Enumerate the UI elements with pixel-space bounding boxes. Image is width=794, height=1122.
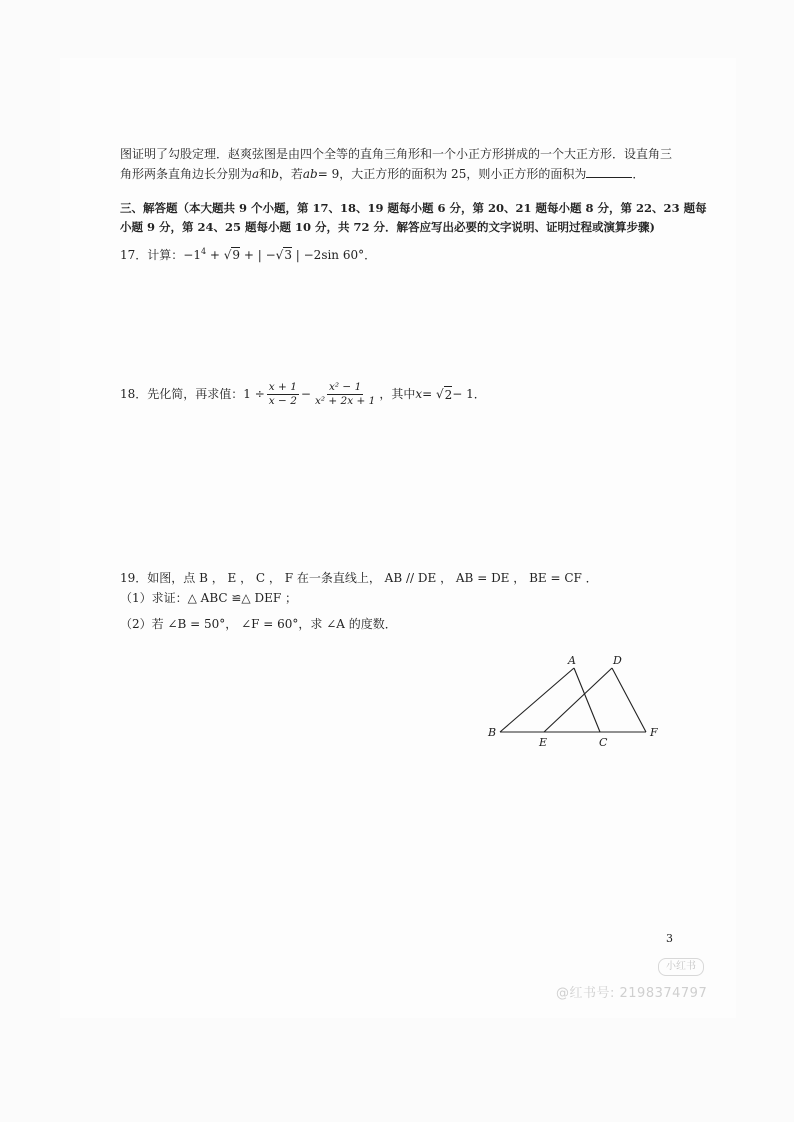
question-19-part-2: （2）若 ∠B = 50°， ∠F = 60°，求 ∠A 的度数． bbox=[120, 617, 397, 631]
fraction-2: $\frac{\text{x² − 1}}{\text{x² + 2x + 1}}$ bbox=[314, 380, 376, 407]
intro-line-2: 角形两条直角边长分别为a和b，若ab= 9，大正方形的面积为 25，则小正方形的面积为 ． bbox=[120, 167, 645, 181]
segment-ab bbox=[500, 668, 574, 732]
watermark-text: @红书号: 2198374797 bbox=[556, 986, 708, 1001]
label-c: C bbox=[599, 736, 608, 749]
section-heading-line-1: 三、解答题（本大题共 9 个小题，第 17、18、19 题每小题 6 分，第 20、21 题每小题 8 分，第 22、23 题每 bbox=[120, 201, 707, 215]
answer-blank[interactable] bbox=[586, 165, 632, 178]
label-d: D bbox=[613, 654, 622, 667]
label-e: E bbox=[539, 736, 548, 749]
question-17: 17．计算：$-1^4 + √9$ + | −√3 | −2sin 60°． bbox=[120, 247, 377, 262]
question-18: 18．先化简，再求值： 1 ÷ $\frac{x + 1}{x - 2}$ − $\frac{\text{x² − 1}}{\text{x² + 2x + 1}}$ ，其中 x = √ 2 − 1 ． bbox=[120, 380, 486, 407]
page-number: 3 bbox=[666, 932, 673, 945]
fraction-1: $\frac{x + 1}{x - 2}$ bbox=[268, 380, 297, 407]
geometry-figure bbox=[484, 650, 674, 750]
label-f: F bbox=[650, 726, 658, 739]
intro-line-1: 图证明了勾股定理．赵爽弦图是由四个全等的直角三角形和一个小正方形拼成的一个大正方形．设直角三 bbox=[120, 147, 673, 161]
question-19-part-1: （1）求证：△ ABC ≌△ DEF ； bbox=[120, 591, 298, 605]
segment-df bbox=[612, 668, 646, 732]
label-b: B bbox=[488, 726, 497, 739]
section-heading-line-2: 小题 9 分，第 24、25 题每小题 10 分，共 72 分．解答应写出必要的文字说明、证明过程或演算步骤) bbox=[120, 220, 655, 234]
question-19: 19．如图，点 B ， E ， C ， F 在一条直线上， AB // DE ， AB = DE ， BE = CF ． bbox=[120, 571, 598, 585]
watermark-logo: 小红书 bbox=[658, 958, 704, 976]
label-a: A bbox=[568, 654, 576, 667]
